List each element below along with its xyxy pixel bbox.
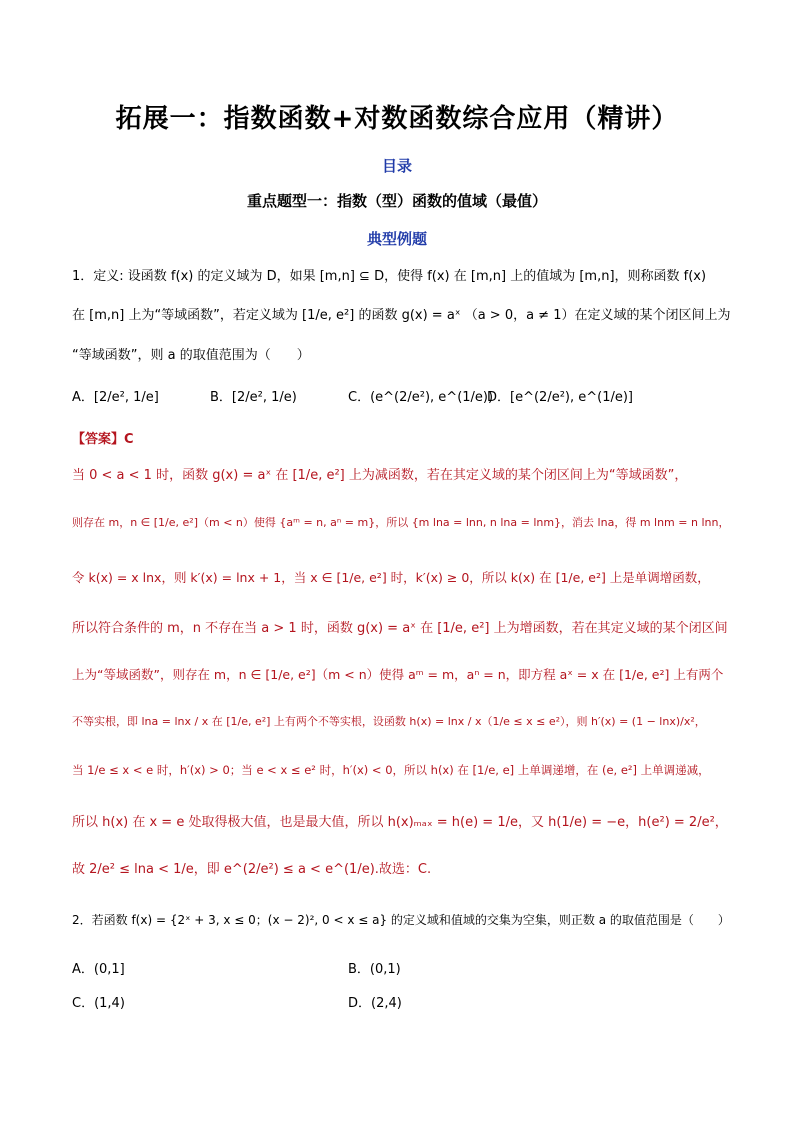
question-1-option-c: C．(e^(2/e²), e^(1/e)) — [348, 390, 494, 405]
solution-line: 令 k(x) = x lnx，则 k′(x) = lnx + 1，当 x ∈ [1/e, e²] 时，k′(x) ≥ 0，所以 k(x) 在 [1/e, e²] 上是单调增函数， — [72, 570, 710, 585]
solution-line: 当 0 < a < 1 时，函数 g(x) = aˣ 在 [1/e, e²] 上为减函数，若在其定义域的某个闭区间上为“等域函数”， — [72, 468, 688, 483]
question-1-option-b: B．[2/e², 1/e) — [210, 390, 297, 405]
question-1-line-3: “等域函数”，则 a 的取值范围为（ ） — [72, 348, 310, 363]
section-heading: 重点题型一：指数（型）函数的值域（最值） — [246, 192, 547, 210]
subsection-heading: 典型例题 — [366, 230, 427, 248]
question-1-line-2: 在 [m,n] 上为“等域函数”，若定义域为 [1/e, e²] 的函数 g(x) = aˣ （a > 0，a ≠ 1）在定义域的某个闭区间上为 — [72, 308, 731, 323]
solution-line: 所以 h(x) 在 x = e 处取得极大值，也是最大值，所以 h(x)ₘₐₓ = h(e) = 1/e，又 h(1/e) = −e，h(e²) = 2/e²， — [72, 815, 728, 830]
solution-line: 所以符合条件的 m，n 不存在当 a > 1 时，函数 g(x) = aˣ 在 [1/e, e²] 上为增函数，若在其定义域的某个闭区间 — [72, 621, 728, 636]
question-2-option-c: C．(1,4) — [72, 996, 125, 1011]
question-1-option-a: A．[2/e², 1/e] — [72, 390, 159, 405]
toc-heading: 目录 — [381, 157, 412, 175]
solution-line: 则存在 m，n ∈ [1/e, e²]（m < n）使得 {aᵐ = n, aⁿ = m}，所以 {m lna = lnn, n lna = lnm}，消去 lna，得 m lnm = n lnn， — [72, 516, 730, 529]
question-2-option-a: A．(0,1] — [72, 962, 125, 977]
solution-line: 上为“等域函数”，则存在 m，n ∈ [1/e, e²]（m < n）使得 aᵐ = m，aⁿ = n，即方程 aˣ = x 在 [1/e, e²] 上有两个 — [72, 667, 724, 682]
question-2-option-d: D．(2,4) — [348, 996, 402, 1011]
page-title: 拓展一：指数函数+对数函数综合应用（精讲） — [115, 104, 679, 134]
solution-line: 当 1/e ≤ x < e 时，h′(x) > 0；当 e < x ≤ e² 时，h′(x) < 0，所以 h(x) 在 [1/e, e] 上单调递增，在 (e, e²] 上单调递减， — [72, 763, 710, 777]
question-1-option-d: D．[e^(2/e²), e^(1/e)] — [487, 390, 633, 405]
solution-line: 不等实根，即 lna = lnx / x 在 [1/e, e²] 上有两个不等实根，设函数 h(x) = lnx / x（1/e ≤ x ≤ e²），则 h′(x) = (1 − lnx)/x²， — [72, 715, 706, 728]
question-1-line-1: 1．定义: 设函数 f(x) 的定义域为 D，如果 [m,n] ⊆ D，使得 f(x) 在 [m,n] 上的值域为 [m,n]，则称函数 f(x) — [72, 269, 707, 284]
question-2-stem: 2．若函数 f(x) = {2ˣ + 3, x ≤ 0；(x − 2)², 0 < x ≤ a} 的定义域和值域的交集为空集，则正数 a 的取值范围是（ ） — [72, 913, 730, 927]
question-2-option-b: B．(0,1) — [348, 962, 401, 977]
answer-label: 【答案】C — [72, 432, 134, 447]
solution-line: 故 2/e² ≤ lna < 1/e，即 e^(2/e²) ≤ a < e^(1/e).故选：C. — [72, 862, 432, 877]
